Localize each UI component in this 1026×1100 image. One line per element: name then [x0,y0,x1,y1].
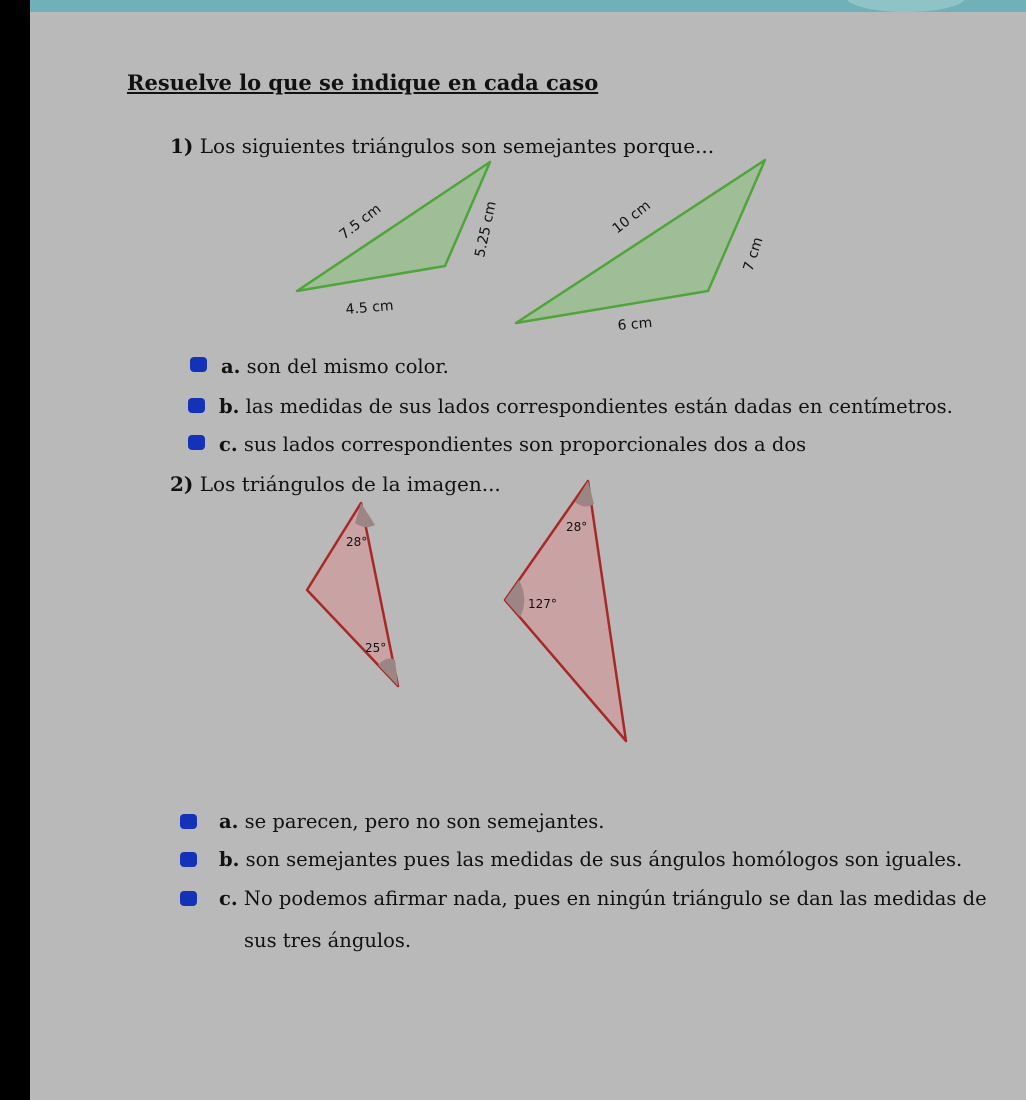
q1-option-c-text: sus lados correspondientes son proporcionales dos a dos [243,433,807,456]
q2-angle-arc-t1-bottom [378,658,398,686]
question-1-number: 1) [170,134,194,158]
q1-label-t1-side-a: 7.5 cm [336,200,385,244]
q2-triangle-small [307,503,398,686]
q2-option-c-letter: c. [219,887,238,910]
q2-label-t1-angle-bottom: 25° [365,641,387,655]
q1-option-a-letter: a. [221,355,241,378]
q2-label-t2-angle-left: 127° [528,597,557,611]
q1-option-b[interactable] [219,395,953,418]
q1-option-b-text: las medidas de sus lados correspondientes están dadas en centímetros. [245,395,953,418]
q1-option-a-text: son del mismo color. [246,355,449,378]
q1-option-c-letter: c. [219,433,238,456]
q2-label-t2-angle-top: 28° [566,520,588,534]
q1-option-c[interactable] [219,433,806,456]
q2-option-c-checkbox[interactable] [180,891,197,906]
q2-option-b[interactable] [219,848,962,871]
q2-option-c[interactable] [219,887,987,910]
q2-option-c-continuation: sus tres ángulos. [244,929,412,952]
q2-option-a-text: se parecen, pero no son semejantes. [244,810,605,833]
question-1-text: Los siguientes triángulos son semejantes porque... [199,134,715,158]
question-2-number: 2) [170,472,194,496]
q1-option-b-letter: b. [219,395,240,418]
question-2-text: Los triángulos de la imagen... [199,472,501,496]
q1-option-a-checkbox[interactable] [190,357,207,372]
q1-option-a[interactable] [221,355,449,378]
q2-option-a[interactable] [219,810,604,833]
q2-option-c-text: No podemos afirmar nada, pues en ningún triángulo se dan las medidas de [243,887,987,910]
worksheet-heading: Resuelve lo que se indique en cada caso [127,70,599,95]
q1-label-t2-side-c: 6 cm [616,315,653,334]
q1-option-b-checkbox[interactable] [188,398,205,413]
q1-label-t1-side-b: 5.25 cm [472,199,500,259]
q2-option-b-checkbox[interactable] [180,852,197,867]
q1-label-t2-side-b: 7 cm [740,235,767,274]
q1-triangle-small [297,162,490,291]
question-2 [170,472,501,496]
q2-option-a-checkbox[interactable] [180,814,197,829]
q1-option-c-checkbox[interactable] [188,435,205,450]
q2-option-b-letter: b. [219,848,240,871]
q2-label-t1-angle-top: 28° [346,535,368,549]
q2-option-a-letter: a. [219,810,239,833]
q2-option-b-text: son semejantes pues las medidas de sus ángulos homólogos son iguales. [245,848,963,871]
q1-label-t1-side-c: 4.5 cm [344,297,395,318]
q1-triangle-large [516,160,765,323]
q1-label-t2-side-a: 10 cm [609,197,654,238]
